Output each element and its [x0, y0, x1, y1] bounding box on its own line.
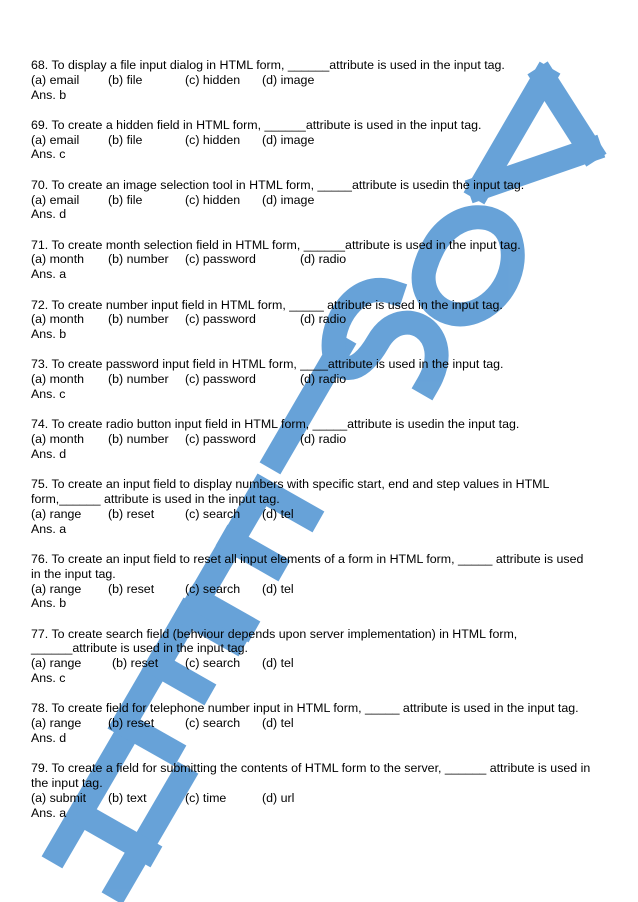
option-c: (c) password — [185, 252, 256, 267]
option-c: (c) hidden — [185, 192, 241, 207]
option-b: (b) text — [108, 790, 147, 805]
option-c: (c) password — [185, 372, 256, 387]
answer: Ans. c — [31, 387, 66, 402]
option-d: (d) radio — [300, 252, 347, 267]
option-b: (b) number — [108, 312, 169, 327]
option-a: (a) month — [31, 252, 85, 267]
question-text: 75. To create an input field to display numbers with specific start, end and step values in HTML form,______ attribute is used in the input tag. — [31, 477, 549, 507]
option-c: (c) password — [185, 432, 256, 447]
option-d: (d) image — [262, 132, 315, 147]
option-a: (a) email — [31, 72, 80, 87]
option-a: (a) email — [31, 192, 80, 207]
question-text: 71. To create month selection field in HTML form, ______attribute is used in the input tag. — [31, 237, 521, 252]
answer: Ans. b — [31, 596, 67, 611]
answer: Ans. d — [31, 207, 67, 222]
option-a: (a) month — [31, 432, 85, 447]
question-text: 69. To create a hidden field in HTML form, ______attribute is used in the input tag. — [31, 117, 482, 132]
option-a: (a) range — [31, 581, 82, 596]
option-b: (b) number — [108, 432, 169, 447]
question-79 — [31, 761, 591, 820]
question-text: 76. To create an input field to reset all input elements of a form in HTML form, _____ attribute is used in the input tag. — [31, 551, 584, 581]
options-row — [31, 133, 591, 148]
options-row — [31, 716, 591, 731]
option-b: (b) reset — [108, 506, 155, 521]
option-d: (d) tel — [262, 716, 294, 731]
options-row — [31, 432, 591, 447]
options-row — [31, 582, 591, 597]
option-a: (a) range — [31, 656, 82, 671]
question-text: 77. To create search field (behviour depends upon server implementation) in HTML form, ______attribute is used in the input tag. — [31, 626, 518, 656]
question-69 — [31, 118, 591, 162]
question-list — [31, 58, 591, 836]
option-a: (a) range — [31, 716, 82, 731]
question-text: 79. To create a field for submitting the contents of HTML form to the server, ______ attribute is used in the input tag. — [31, 761, 591, 790]
options-row — [31, 252, 591, 267]
option-d: (d) image — [262, 192, 315, 207]
answer: Ans. d — [31, 730, 67, 745]
answer: Ans. a — [31, 805, 67, 820]
question-73 — [31, 357, 591, 401]
question-text: 70. To create an image selection tool in HTML form, _____attribute is usedin the input tag. — [31, 177, 525, 192]
answer: Ans. b — [31, 327, 67, 342]
option-c: (c) time — [185, 790, 227, 805]
options-row — [31, 312, 591, 327]
options-row — [31, 791, 591, 806]
option-a: (a) month — [31, 312, 85, 327]
option-d: (d) image — [262, 72, 315, 87]
option-b: (b) reset — [112, 656, 159, 671]
option-d: (d) tel — [262, 581, 294, 596]
option-d: (d) radio — [300, 312, 347, 327]
answer: Ans. a — [31, 267, 67, 282]
option-d: (d) radio — [300, 372, 347, 387]
option-b: (b) number — [108, 372, 169, 387]
option-b: (b) reset — [108, 716, 155, 731]
option-c: (c) search — [185, 506, 241, 521]
answer: Ans. c — [31, 671, 66, 685]
question-text: 74. To create radio button input field in HTML form, _____attribute is usedin the input tag. — [31, 417, 520, 432]
options-row — [31, 507, 591, 522]
option-d: (d) tel — [262, 656, 294, 671]
answer: Ans. d — [31, 446, 67, 461]
option-a: (a) month — [31, 372, 85, 387]
option-b: (b) file — [108, 72, 143, 87]
question-71 — [31, 238, 591, 282]
option-d: (d) tel — [262, 506, 294, 521]
question-75 — [31, 477, 591, 536]
options-row — [31, 656, 591, 671]
option-c: (c) password — [185, 312, 256, 327]
option-a: (a) email — [31, 132, 80, 147]
option-c: (c) hidden — [185, 72, 241, 87]
option-b: (b) number — [108, 252, 169, 267]
option-a: (a) submit — [31, 790, 87, 805]
question-78 — [31, 701, 591, 745]
option-b: (b) reset — [108, 581, 155, 596]
option-d: (d) radio — [300, 432, 347, 447]
option-c: (c) search — [185, 716, 241, 731]
question-text: 73. To create password input field in HTML form, ____attribute is used in the input tag. — [31, 357, 504, 372]
question-68 — [31, 58, 591, 102]
answer: Ans. b — [31, 87, 67, 102]
options-row — [31, 193, 591, 208]
question-text: 72. To create number input field in HTML form, _____ attribute is used in the input tag. — [31, 297, 503, 312]
option-b: (b) file — [108, 132, 143, 147]
option-c: (c) hidden — [185, 132, 241, 147]
question-text: 78. To create field for telephone number input in HTML form, _____ attribute is used in the input tag. — [31, 701, 579, 716]
question-72 — [31, 298, 591, 342]
options-row — [31, 372, 591, 387]
answer: Ans. a — [31, 521, 67, 536]
option-c: (c) search — [185, 656, 241, 671]
option-c: (c) search — [185, 581, 241, 596]
question-text: 68. To display a file input dialog in HTML form, ______attribute is used in the input tag. — [31, 58, 505, 72]
question-74 — [31, 417, 591, 461]
options-row — [31, 73, 591, 88]
option-a: (a) range — [31, 506, 82, 521]
option-b: (b) file — [108, 192, 143, 207]
answer: Ans. c — [31, 147, 66, 162]
question-76 — [31, 552, 591, 611]
question-77 — [31, 627, 591, 686]
option-d: (d) url — [262, 790, 295, 805]
question-70 — [31, 178, 591, 222]
